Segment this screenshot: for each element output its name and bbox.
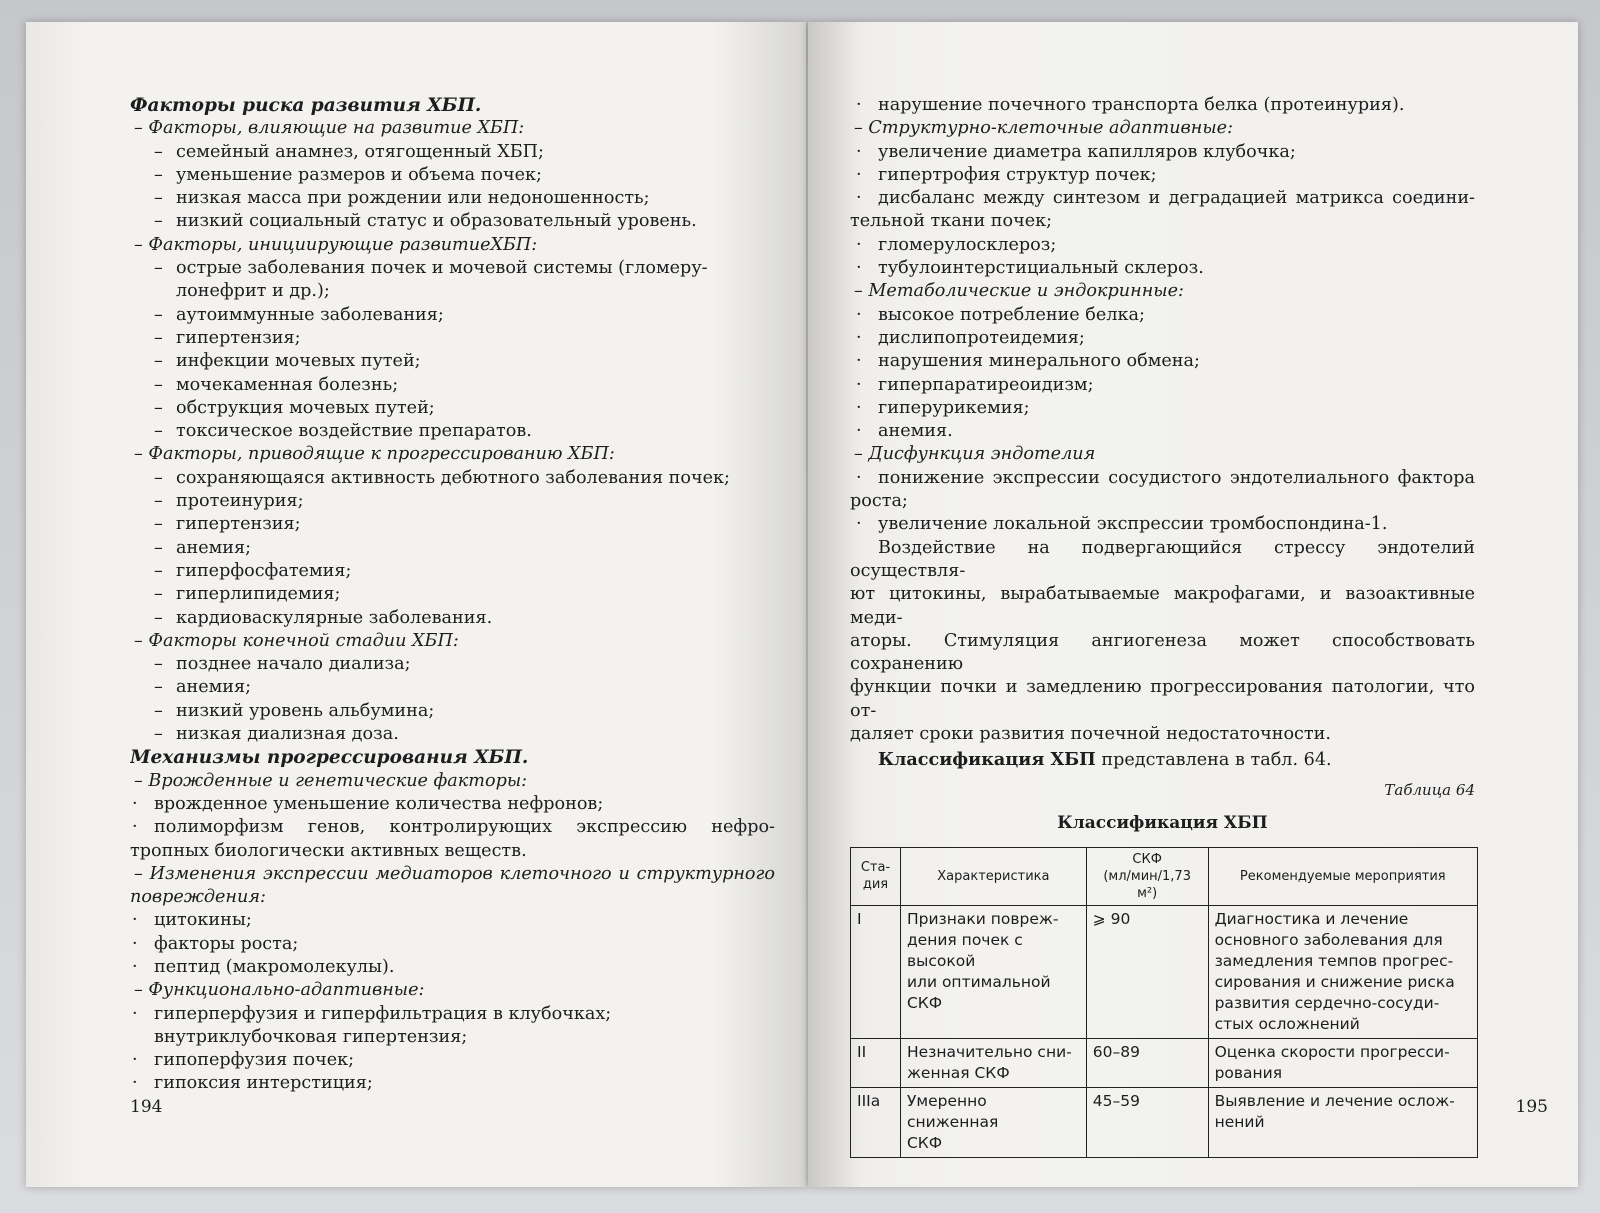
- line-text: кардиоваскулярные заболевания.: [176, 607, 493, 628]
- list-marker: ·: [132, 793, 138, 814]
- line-text: анемия;: [176, 677, 252, 698]
- list-marker: –: [154, 514, 163, 535]
- left-page-text: [130, 94, 775, 1096]
- list-marker: ·: [856, 374, 862, 395]
- left-subheading: [130, 630, 775, 653]
- classification-intro-bold: Классификация ХБП: [878, 749, 1096, 771]
- left-list-item: [130, 210, 775, 233]
- line-text: протеинурия;: [176, 491, 304, 512]
- list-marker: –: [154, 164, 163, 185]
- left-subheading: [130, 770, 775, 793]
- line-text: дисбаланс между синтезом и деградацией матрикса соедини-: [878, 188, 1475, 209]
- list-marker: ·: [856, 258, 862, 279]
- header-actions: Рекомендуемые мероприятия: [1208, 847, 1477, 905]
- right-subheading: [850, 117, 1475, 140]
- line-text: семейный анамнез, отягощенный ХБП;: [176, 141, 544, 162]
- left-section-heading: [130, 94, 775, 117]
- line-text: гломерулосклероз;: [878, 234, 1057, 255]
- left-list-item: [130, 1049, 775, 1072]
- line-text: позднее начало диализа;: [176, 654, 411, 675]
- left-page: [26, 22, 806, 1187]
- left-text-line: [130, 840, 775, 863]
- list-marker: ·: [132, 817, 138, 838]
- list-marker: ·: [132, 956, 138, 977]
- left-subheading-continued: [130, 886, 775, 909]
- line-text: гиперперфузия и гиперфильтрация в клубочках;: [154, 1003, 612, 1024]
- line-text: уменьшение размеров и объема почек;: [176, 164, 542, 185]
- table-row: [851, 1038, 1478, 1087]
- left-list-item: [130, 723, 775, 746]
- list-marker: ·: [856, 95, 862, 115]
- line-text: лонефрит и др.);: [176, 281, 330, 302]
- right-list-item: [850, 234, 1475, 257]
- left-subheading: [130, 234, 775, 257]
- line-text: внутриклубочковая гипертензия;: [154, 1026, 468, 1047]
- line-text: цитокины;: [154, 910, 252, 931]
- left-list-item-continued: [130, 1026, 775, 1049]
- line-text: сохраняющаяся активность дебютного заболевания почек;: [176, 467, 730, 488]
- classification-intro: [850, 748, 1475, 772]
- right-list-item: [850, 304, 1475, 327]
- list-marker: –: [154, 584, 163, 605]
- list-marker: –: [154, 491, 163, 512]
- right-list-item: [850, 94, 1475, 117]
- table-row: [851, 1087, 1478, 1157]
- line-text: тубулоинтерстициальный склероз.: [878, 258, 1204, 279]
- right-list-item: [850, 187, 1475, 210]
- left-list-item: [130, 933, 775, 956]
- line-text: врожденное уменьшение количества нефронов;: [154, 793, 604, 814]
- list-marker: –: [154, 188, 163, 209]
- list-marker: –: [154, 211, 163, 232]
- left-list-item: [130, 700, 775, 723]
- line-text: понижение экспрессии сосудистого эндотелиального фактора: [878, 467, 1475, 488]
- list-marker: ·: [132, 933, 138, 954]
- left-list-item: [130, 257, 775, 280]
- header-stage: Ста- дия: [851, 847, 901, 905]
- left-subheading: [130, 979, 775, 1002]
- left-list-item: [130, 537, 775, 560]
- right-page-text: [850, 94, 1475, 1158]
- list-marker: –: [154, 560, 163, 581]
- right-list-item: [850, 397, 1475, 420]
- actions-cell: Диагностика и лечение основного заболевания для замедления темпов прогрес- сирования и снижение риска развития сердечно-сосуди- стых осложнений: [1208, 905, 1477, 1038]
- right-page-number: 195: [1515, 1097, 1548, 1117]
- line-text: тельной ткани почек;: [850, 211, 1053, 232]
- left-list-item: [130, 653, 775, 676]
- left-list-item: [130, 187, 775, 210]
- left-list-item: [130, 304, 775, 327]
- right-text-line: [850, 723, 1475, 746]
- line-text: аторы. Стимуляция ангиогенеза может способствовать сохранению: [850, 630, 1475, 675]
- line-text: гиперпаратиреоидизм;: [878, 374, 1094, 395]
- list-marker: ·: [856, 234, 862, 255]
- list-marker: –: [154, 654, 163, 675]
- line-text: Факторы риска развития ХБП.: [130, 95, 482, 116]
- left-list-item: [130, 350, 775, 373]
- right-list-item: [850, 164, 1475, 187]
- line-text: увеличение диаметра капилляров клубочка;: [878, 141, 1296, 162]
- line-text: низкая масса при рождении или недоношенность;: [176, 188, 650, 209]
- right-text-line: [850, 490, 1475, 513]
- right-subheading: [850, 443, 1475, 466]
- line-text: – Метаболические и эндокринные:: [854, 281, 1184, 302]
- list-marker: –: [154, 700, 163, 721]
- line-text: повреждения:: [130, 887, 266, 908]
- list-marker: ·: [856, 514, 862, 535]
- characteristic-cell: Умеренно сниженная СКФ: [900, 1087, 1086, 1157]
- line-text: низкий социальный статус и образовательный уровень.: [176, 211, 697, 232]
- line-text: полиморфизм генов, контролирующих экспрессию нефро-: [154, 817, 775, 838]
- left-subheading: [130, 443, 775, 466]
- list-marker: ·: [856, 351, 862, 372]
- gfr-cell: 45–59: [1086, 1087, 1208, 1157]
- line-text: гиперлипидемия;: [176, 584, 341, 605]
- left-list-item: [130, 397, 775, 420]
- right-paragraph-line: [850, 583, 1475, 630]
- line-text: гипоксия интерстиция;: [154, 1073, 373, 1094]
- line-text: Воздействие на подвергающийся стрессу эндотелий осуществля-: [850, 537, 1475, 581]
- line-text: анемия;: [176, 537, 252, 558]
- line-text: роста;: [850, 491, 908, 512]
- line-text: низкая диализная доза.: [176, 724, 399, 745]
- classification-intro-tail: представлена в табл. 64.: [1095, 750, 1332, 771]
- list-marker: ·: [856, 164, 862, 185]
- list-marker: –: [154, 467, 163, 488]
- left-list-item: [130, 583, 775, 606]
- line-text: острые заболевания почек и мочевой системы (гломеру-: [176, 258, 708, 279]
- left-list-item-continued: [130, 280, 775, 303]
- list-marker: ·: [856, 141, 862, 162]
- left-list-item: [130, 1003, 775, 1026]
- left-list-item: [130, 956, 775, 979]
- line-text: увеличение локальной экспрессии тромбоспондина-1.: [878, 514, 1388, 535]
- left-list-item: [130, 1072, 775, 1095]
- line-text: нарушения минерального обмена;: [878, 351, 1200, 372]
- list-marker: ·: [856, 188, 862, 209]
- line-text: функции почки и замедлению прогрессирования патологии, что от-: [850, 677, 1475, 721]
- line-text: – Функционально-адаптивные:: [134, 980, 425, 1001]
- left-page-number: 194: [130, 1097, 163, 1117]
- line-text: ют цитокины, вырабатываемые макрофагами, и вазоактивные меди-: [850, 584, 1475, 628]
- line-text: низкий уровень альбумина;: [176, 700, 435, 721]
- table-title: Классификация ХБП: [1057, 812, 1268, 833]
- line-text: высокое потребление белка;: [878, 304, 1145, 325]
- left-subheading: [130, 117, 775, 140]
- line-text: гиперурикемия;: [878, 397, 1030, 418]
- list-marker: –: [154, 258, 163, 279]
- gfr-cell: ⩾ 90: [1086, 905, 1208, 1038]
- list-marker: –: [154, 327, 163, 348]
- right-page: [808, 22, 1578, 1187]
- table-row: [851, 905, 1478, 1038]
- right-text-line: [850, 210, 1475, 233]
- list-marker: ·: [132, 910, 138, 931]
- list-marker: –: [154, 537, 163, 558]
- left-list-item: [130, 490, 775, 513]
- left-list-item: [130, 141, 775, 164]
- ckd-classification-table: [850, 847, 1478, 1158]
- line-text: аутоиммунные заболевания;: [176, 304, 444, 325]
- line-text: инфекции мочевых путей;: [176, 351, 421, 372]
- table-caption: Таблица 64: [1384, 780, 1475, 799]
- stage-cell: II: [851, 1038, 901, 1087]
- line-text: гипоперфузия почек;: [154, 1050, 355, 1071]
- actions-cell: Оценка скорости прогресси- рования: [1208, 1038, 1477, 1087]
- line-text: – Дисфункция эндотелия: [854, 444, 1096, 465]
- left-list-item: [130, 793, 775, 816]
- left-subheading: [130, 863, 775, 886]
- left-list-item: [130, 164, 775, 187]
- actions-cell: Выявление и лечение ослож- нений: [1208, 1087, 1477, 1157]
- right-subheading: [850, 280, 1475, 303]
- line-text: Механизмы прогрессирования ХБП.: [130, 747, 529, 769]
- list-marker: –: [154, 724, 163, 745]
- line-text: нарушение почечного транспорта белка (протеинурия).: [878, 95, 1405, 115]
- line-text: тропных биологически активных веществ.: [130, 840, 527, 861]
- right-list-item: [850, 327, 1475, 350]
- list-marker: –: [154, 677, 163, 698]
- left-list-item: [130, 467, 775, 490]
- left-list-item: [130, 607, 775, 630]
- list-marker: ·: [132, 1073, 138, 1094]
- left-section-heading: [130, 746, 775, 769]
- list-marker: ·: [856, 397, 862, 418]
- right-paragraph-line: [850, 630, 1475, 677]
- list-marker: ·: [856, 467, 862, 488]
- line-text: – Структурно-клеточные адаптивные:: [854, 118, 1234, 139]
- header-gfr: СКФ (мл/мин/1,73 м²): [1086, 847, 1208, 905]
- line-text: гипертрофия структур почек;: [878, 164, 1157, 185]
- list-marker: ·: [856, 421, 862, 442]
- right-list-item: [850, 420, 1475, 443]
- right-list-item: [850, 257, 1475, 280]
- table-body: [851, 905, 1478, 1157]
- line-text: – Факторы, инициирующие развитиеХБП:: [134, 234, 538, 255]
- gfr-cell: 60–89: [1086, 1038, 1208, 1087]
- line-text: гипертензия;: [176, 327, 301, 348]
- header-characteristic: Характеристика: [900, 847, 1086, 905]
- characteristic-cell: Признаки повреж- дения почек с высокой или оптимальной СКФ: [900, 905, 1086, 1038]
- line-text: мочекаменная болезнь;: [176, 374, 399, 395]
- line-text: гипертензия;: [176, 514, 301, 535]
- line-text: токсическое воздействие препаратов.: [176, 421, 532, 442]
- left-list-item: [130, 909, 775, 932]
- left-list-item: [130, 374, 775, 397]
- left-list-item: [130, 676, 775, 699]
- list-marker: –: [154, 304, 163, 325]
- line-text: – Факторы конечной стадии ХБП:: [134, 630, 459, 651]
- list-marker: ·: [856, 327, 862, 348]
- characteristic-cell: Незначительно сни- женная СКФ: [900, 1038, 1086, 1087]
- left-list-item: [130, 560, 775, 583]
- line-text: даляет сроки развития почечной недостаточности.: [850, 724, 1331, 745]
- list-marker: –: [154, 421, 163, 442]
- line-text: гиперфосфатемия;: [176, 560, 352, 581]
- list-marker: –: [154, 374, 163, 395]
- line-text: – Факторы, приводящие к прогрессированию ХБП:: [134, 444, 615, 465]
- right-list-item: [850, 467, 1475, 490]
- list-marker: –: [154, 607, 163, 628]
- list-marker: ·: [132, 1050, 138, 1071]
- line-text: пептид (макромолекулы).: [154, 956, 395, 977]
- stage-cell: IIIa: [851, 1087, 901, 1157]
- line-text: анемия.: [878, 421, 953, 442]
- line-text: – Факторы, влияющие на развитие ХБП:: [134, 118, 525, 139]
- right-list-item: [850, 141, 1475, 164]
- left-list-item: [130, 513, 775, 536]
- list-marker: ·: [856, 304, 862, 325]
- right-paragraph-line: [850, 676, 1475, 723]
- right-list-item: [850, 374, 1475, 397]
- right-list-item: [850, 350, 1475, 373]
- list-marker: –: [154, 397, 163, 418]
- left-list-item: [130, 816, 775, 839]
- line-text: – Изменения экспрессии медиаторов клеточного и структурного: [134, 863, 775, 884]
- list-marker: –: [154, 351, 163, 372]
- line-text: дислипопротеидемия;: [878, 327, 1085, 348]
- right-page-lines: [850, 94, 1475, 746]
- table-header-row: [851, 847, 1478, 905]
- list-marker: ·: [132, 1003, 138, 1024]
- left-list-item: [130, 420, 775, 443]
- line-text: обструкция мочевых путей;: [176, 397, 435, 418]
- right-paragraph-line: [850, 537, 1475, 584]
- right-list-item: [850, 513, 1475, 536]
- stage-cell: I: [851, 905, 901, 1038]
- left-list-item: [130, 327, 775, 350]
- line-text: факторы роста;: [154, 933, 299, 954]
- line-text: – Врожденные и генетические факторы:: [134, 770, 528, 791]
- list-marker: –: [154, 141, 163, 162]
